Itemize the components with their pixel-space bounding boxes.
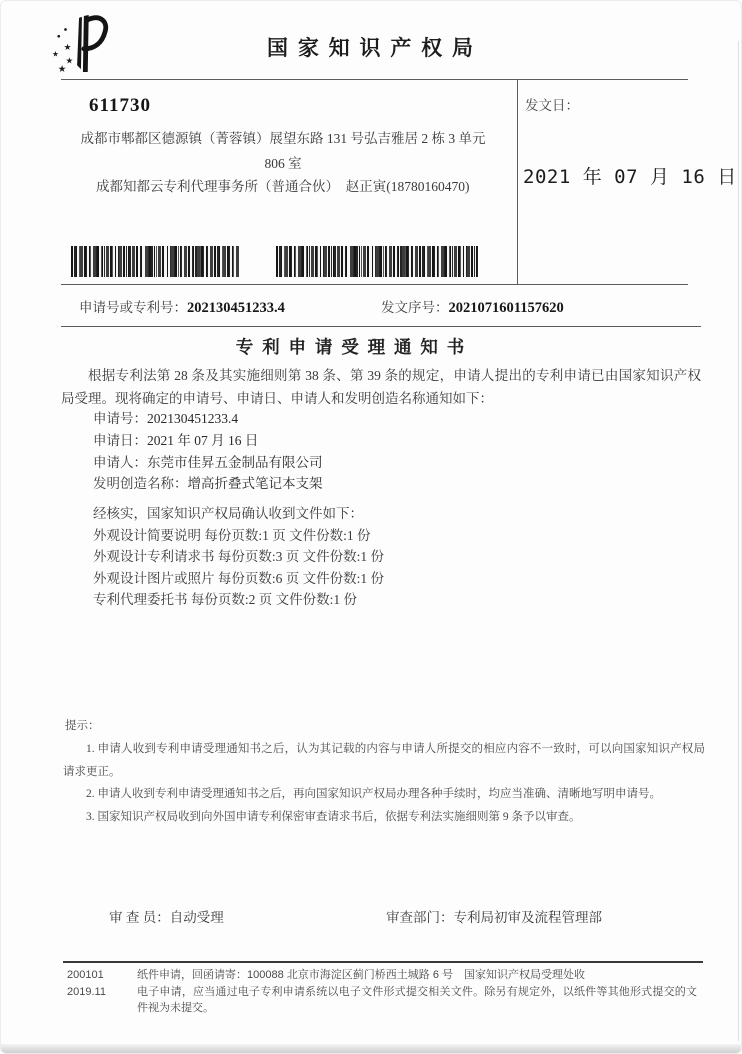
- recipient-address-line2: 806 室: [264, 156, 302, 171]
- barcode-serial-number: [276, 246, 478, 277]
- patent-agency-line: 成都知都云专利代理事务所（普通合伙） 赵正寅(18780160470): [96, 179, 470, 194]
- received-document-line: 外观设计专利请求书 每份页数:3 页 文件份数:1 份: [93, 549, 385, 564]
- page-scan-right-edge: [738, 41, 739, 1041]
- received-document-line: 专利代理委托书 每份页数:2 页 文件份数:1 份: [93, 592, 358, 607]
- notice-title: 专 利 申 请 受 理 通 知 书: [235, 337, 467, 357]
- footer-notes: [67, 967, 697, 1017]
- field-application-date: 申请日：2021 年 07 月 16 日: [93, 432, 259, 448]
- notice-intro-paragraph: 根据专利法第 28 条及其实施细则第 38 条、第 39 条的规定，申请人提出的专利申请已由国家知识产权局受理。现将确定的申请号、申请日、申请人和发明创造名称通知如下：: [61, 368, 701, 406]
- field-application-number: 申请号：202130451233.4: [93, 411, 239, 426]
- issue-date-label: 发文日：: [525, 98, 579, 113]
- address-datebox-divider: [517, 79, 518, 285]
- tip-item: 1. 申请人收到专利申请受理通知书之后，认为其记载的内容与申请人所提交的相应内容不一致时，可以向国家知识产权局请求更正。: [63, 743, 705, 778]
- department-value: 专利局初审及流程管理部: [453, 910, 602, 925]
- footer-row-paper: [67, 967, 697, 984]
- page-scan-bottom-edge: [1, 1044, 741, 1053]
- examiner-value: 自动受理: [169, 910, 224, 925]
- recipient-address-line1: 成都市郫都区德源镇（菁蓉镇）展望东路 131 号弘吉雅居 2 栋 3 单元: [80, 131, 486, 146]
- received-documents-block: [93, 503, 384, 611]
- barcode-section-divider: [61, 284, 688, 285]
- tips-list: [63, 738, 705, 828]
- serial-number-label: 发文序号：: [381, 300, 449, 315]
- svg-text:★: ★: [57, 64, 67, 75]
- footer-paper-note: 纸件申请，回函请寄：100088 北京市海淀区蓟门桥西土城路 6 号 国家知识产权局受理处收: [137, 969, 585, 981]
- received-documents-intro: 经核实，国家知识产权局确认收到文件如下：: [93, 506, 363, 521]
- application-number-row: [79, 296, 285, 317]
- tip-item: 2. 申请人收到专利申请受理通知书之后，再向国家知识产权局办理各种手续时，均应当准确、清晰地写明申请号。: [86, 788, 661, 800]
- field-invention-title: 发明创造名称：增高折叠式笔记本支架: [93, 476, 323, 492]
- examiner-label: 审 查 员：: [109, 910, 170, 925]
- received-document-line: 外观设计图片或照片 每份页数:6 页 文件份数:1 份: [93, 570, 385, 586]
- footer-electronic-note: 电子申请，应当通过电子专利申请系统以电子文件形式提交相关文件。除另有规定外，以纸件等其他形式提交的文件视为未提交。: [137, 985, 697, 1014]
- svg-text:★: ★: [63, 42, 72, 53]
- application-number-value: 202130451233.4: [187, 300, 285, 316]
- svg-text:★: ★: [51, 49, 59, 59]
- barcode-application-number: [71, 246, 239, 277]
- department-row: [386, 906, 602, 926]
- footer-divider: [63, 961, 703, 963]
- postal-code: 611730: [89, 95, 151, 116]
- footer-form-code: 200101: [67, 969, 104, 981]
- tips-label: 提示：: [65, 720, 100, 732]
- received-document-line: 外观设计简要说明 每份页数:1 页 文件份数:1 份: [93, 527, 371, 543]
- footer-revision-code: 2019.11: [67, 985, 106, 998]
- tip-item: 3. 国家知识产权局收到向外国申请专利保密审查请求书后，依据专利法实施细则第 9 条予以审查。: [86, 810, 581, 823]
- serial-number-value: 2021071601157620: [448, 300, 564, 316]
- examiner-row: [109, 906, 224, 926]
- agency-title: 国 家 知 识 产 权 局: [266, 37, 475, 60]
- issue-date-value: 2021 年 07 月 16 日: [523, 166, 737, 188]
- footer-row-electronic: [67, 984, 697, 1017]
- department-label: 审查部门：: [386, 910, 454, 925]
- reference-section-divider: [61, 326, 701, 327]
- application-fields: [93, 408, 323, 495]
- svg-text:★: ★: [65, 56, 74, 67]
- application-number-label: 申请号或专利号：: [79, 300, 187, 315]
- field-applicant: 申请人：东莞市佳昇五金制品有限公司: [93, 454, 323, 470]
- header-divider: [61, 79, 688, 80]
- serial-number-row: [381, 296, 564, 317]
